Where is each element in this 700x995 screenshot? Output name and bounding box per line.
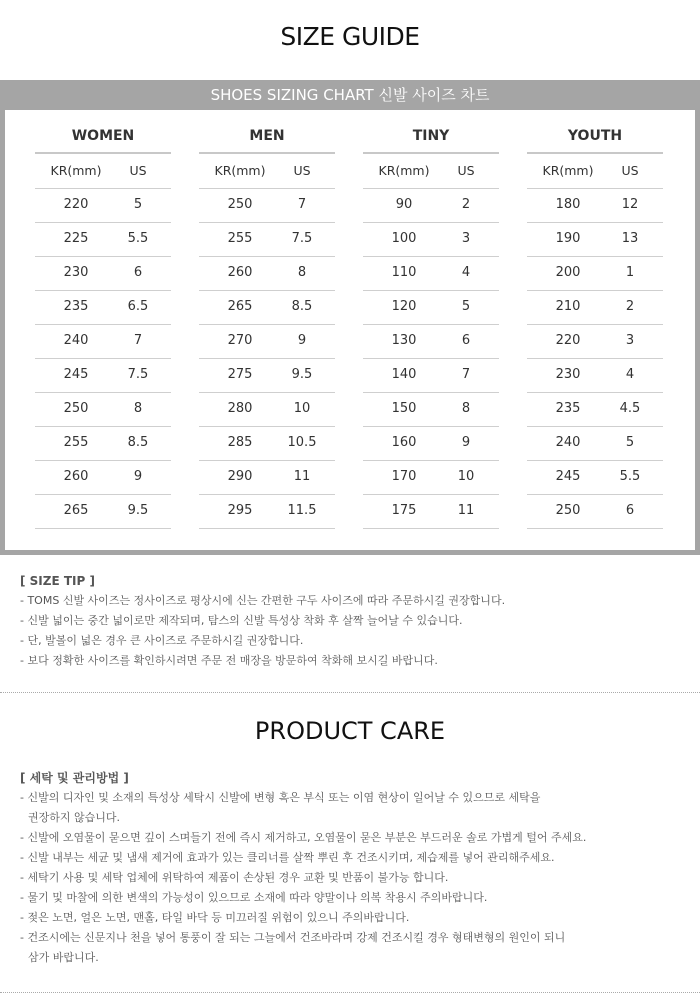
size-row [35, 359, 171, 393]
kr-size-cell: 260 [63, 469, 89, 484]
size-tip-title: [ SIZE TIP ] [20, 574, 95, 588]
us-size-cell: 5 [625, 435, 635, 450]
us-size-cell: 7 [461, 367, 471, 382]
size-row [35, 257, 171, 291]
size-row [199, 291, 335, 325]
care-item-line: - 세탁기 사용 및 세탁 업체에 위탁하여 제품이 손상된 경우 교환 및 반품이 불가능 합니다. [20, 871, 449, 884]
care-item-line: - 물기 및 마찰에 의한 변색의 가능성이 있으므로 소재에 따라 양말이나 의복 착용시 주의바랍니다. [20, 891, 488, 904]
kr-size-cell: 265 [227, 299, 253, 314]
page-title: SIZE GUIDE [280, 22, 420, 51]
column-header-row [35, 155, 171, 189]
kr-size-cell: 250 [555, 503, 581, 518]
size-row [199, 257, 335, 291]
group-top-rule [199, 152, 335, 154]
size-row [363, 359, 499, 393]
us-size-cell: 6 [461, 333, 471, 348]
care-item-line: - 신발 내부는 세균 및 냄새 제거에 효과가 있는 클리너를 살짝 뿌린 후 건조시키며, 제습제를 넣어 관리해주세요. [20, 851, 555, 864]
care-item-line: - 신발의 디자인 및 소재의 특성상 세탁시 신발에 변형 혹은 부식 또는 이염 현상이 일어날 수 있으므로 세탁을 [20, 791, 541, 804]
us-size-cell: 3 [461, 231, 471, 246]
us-size-cell: 9.5 [127, 503, 149, 518]
us-size-cell: 7.5 [291, 231, 313, 246]
size-row [199, 495, 335, 529]
us-size-cell: 8 [297, 265, 307, 280]
care-item [20, 868, 690, 888]
us-size-cell: 9 [297, 333, 307, 348]
us-size-cell: 7 [297, 197, 307, 212]
size-row [363, 291, 499, 325]
size-tip-item: - TOMS 신발 사이즈는 정사이즈로 평상시에 신는 간편한 구두 사이즈에 따라 주문하시길 권장합니다. [20, 594, 506, 607]
size-row [527, 291, 663, 325]
us-size-cell: 4 [625, 367, 635, 382]
kr-size-cell: 230 [63, 265, 89, 280]
kr-size-cell: 255 [63, 435, 89, 450]
care-item [20, 788, 690, 828]
kr-size-cell: 220 [555, 333, 581, 348]
care-item-continuation: 권장하지 않습니다. [28, 811, 121, 824]
kr-size-cell: 235 [555, 401, 581, 416]
kr-size-cell: 290 [227, 469, 253, 484]
size-row [363, 257, 499, 291]
us-size-cell: 9 [133, 469, 143, 484]
kr-size-cell: 250 [227, 197, 253, 212]
us-size-cell: 1 [625, 265, 635, 280]
us-size-cell: 9 [461, 435, 471, 450]
product-care-title: PRODUCT CARE [254, 717, 446, 745]
kr-size-cell: 255 [227, 231, 253, 246]
care-item-line: - 젖은 노면, 얼은 노면, 맨홀, 타일 바닥 등 미끄러질 위험이 있으니 주의바랍니다. [20, 911, 410, 924]
kr-size-cell: 245 [63, 367, 89, 382]
group-title: TINY [412, 128, 450, 144]
kr-size-cell: 190 [555, 231, 581, 246]
care-subtitle: [ 세탁 및 관리방법 ] [20, 771, 129, 785]
size-row [527, 359, 663, 393]
us-size-cell: 3 [625, 333, 635, 348]
size-tip-item: - 보다 정확한 사이즈를 확인하시려면 주문 전 매장을 방문하여 착화해 보시길 바랍니다. [20, 654, 438, 667]
kr-size-cell: 90 [395, 197, 413, 212]
column-header-kr: KR(mm) [542, 163, 594, 178]
kr-size-cell: 180 [555, 197, 581, 212]
column-header-row [363, 155, 499, 189]
kr-size-cell: 100 [391, 231, 417, 246]
us-size-cell: 8.5 [291, 299, 313, 314]
care-item-line: - 신발에 오염물이 묻으면 깊이 스며들기 전에 즉시 제거하고, 오염물이 묻은 부분은 부드러운 솔로 가볍게 털어 주세요. [20, 831, 587, 844]
size-row [199, 223, 335, 257]
size-row [35, 223, 171, 257]
group-top-rule [363, 152, 499, 154]
us-size-cell: 5 [461, 299, 471, 314]
us-size-cell: 6 [625, 503, 635, 518]
kr-size-cell: 140 [391, 367, 417, 382]
kr-size-cell: 160 [391, 435, 417, 450]
kr-size-cell: 295 [227, 503, 253, 518]
care-item [20, 888, 690, 908]
size-row [363, 223, 499, 257]
kr-size-cell: 285 [227, 435, 253, 450]
column-header-us: US [457, 163, 475, 178]
group-title: YOUTH [567, 128, 623, 144]
us-size-cell: 2 [461, 197, 471, 212]
kr-size-cell: 150 [391, 401, 417, 416]
care-item-continuation: 삼가 바랍니다. [28, 951, 99, 964]
us-size-cell: 8 [461, 401, 471, 416]
us-size-cell: 12 [621, 197, 639, 212]
us-size-cell: 2 [625, 299, 635, 314]
size-row [35, 189, 171, 223]
kr-size-cell: 260 [227, 265, 253, 280]
size-row [527, 461, 663, 495]
size-row [199, 427, 335, 461]
group-top-rule [527, 152, 663, 154]
size-row [199, 393, 335, 427]
us-size-cell: 5.5 [619, 469, 641, 484]
us-size-cell: 6.5 [127, 299, 149, 314]
shoe-size-chart [0, 80, 700, 555]
size-tip-item: - 신발 넓이는 중간 넓이로만 제작되며, 탐스의 신발 특성상 착화 후 살짝 늘어날 수 있습니다. [20, 614, 463, 627]
size-row [35, 427, 171, 461]
kr-size-cell: 120 [391, 299, 417, 314]
size-row [35, 461, 171, 495]
kr-size-cell: 270 [227, 333, 253, 348]
kr-size-cell: 110 [391, 265, 417, 280]
column-header-us: US [621, 163, 639, 178]
kr-size-cell: 130 [391, 333, 417, 348]
kr-size-cell: 275 [227, 367, 253, 382]
column-header-us: US [129, 163, 147, 178]
size-tip-section [20, 571, 690, 671]
kr-size-cell: 235 [63, 299, 89, 314]
kr-size-cell: 265 [63, 503, 89, 518]
us-size-cell: 4 [461, 265, 471, 280]
us-size-cell: 9.5 [291, 367, 313, 382]
kr-size-cell: 230 [555, 367, 581, 382]
us-size-cell: 8.5 [127, 435, 149, 450]
chart-header: SHOES SIZING CHART 신발 사이즈 차트 [210, 86, 490, 104]
size-row [527, 223, 663, 257]
us-size-cell: 11 [457, 503, 475, 518]
kr-size-cell: 240 [555, 435, 581, 450]
size-row [527, 189, 663, 223]
size-row [35, 495, 171, 529]
group-title: MEN [249, 128, 285, 144]
column-header-kr: KR(mm) [214, 163, 266, 178]
size-row [527, 257, 663, 291]
us-size-cell: 7 [133, 333, 143, 348]
chart-body [5, 110, 695, 550]
kr-size-cell: 250 [63, 401, 89, 416]
care-item [20, 928, 690, 968]
kr-size-cell: 220 [63, 197, 89, 212]
size-row [363, 325, 499, 359]
size-row [363, 393, 499, 427]
size-row [35, 291, 171, 325]
size-row [527, 325, 663, 359]
size-row [363, 189, 499, 223]
size-row [527, 427, 663, 461]
column-header-kr: KR(mm) [50, 163, 102, 178]
us-size-cell: 5 [133, 197, 143, 212]
product-care-section [20, 768, 690, 968]
size-tip-item: - 단, 발볼이 넓은 경우 큰 사이즈로 주문하시길 권장합니다. [20, 634, 304, 647]
size-row [363, 495, 499, 529]
care-item-line: - 건조시에는 신문지나 천을 넣어 통풍이 잘 되는 그늘에서 건조바라며 강제 건조시킬 경우 형태변형의 원인이 되니 [20, 931, 566, 944]
size-row [199, 325, 335, 359]
size-row [35, 393, 171, 427]
size-row [363, 461, 499, 495]
us-size-cell: 6 [133, 265, 143, 280]
us-size-cell: 11 [293, 469, 311, 484]
size-row [527, 495, 663, 529]
size-row [35, 325, 171, 359]
us-size-cell: 13 [621, 231, 639, 246]
kr-size-cell: 280 [227, 401, 253, 416]
column-header-row [527, 155, 663, 189]
kr-size-cell: 245 [555, 469, 581, 484]
us-size-cell: 11.5 [287, 503, 317, 518]
group-title: WOMEN [71, 128, 135, 144]
us-size-cell: 8 [133, 401, 143, 416]
size-row [363, 427, 499, 461]
kr-size-cell: 200 [555, 265, 581, 280]
group-top-rule [35, 152, 171, 154]
us-size-cell: 10 [293, 401, 311, 416]
size-row [199, 359, 335, 393]
size-row [199, 461, 335, 495]
us-size-cell: 5.5 [127, 231, 149, 246]
size-row [199, 189, 335, 223]
care-item [20, 848, 690, 868]
size-row [527, 393, 663, 427]
kr-size-cell: 210 [555, 299, 581, 314]
us-size-cell: 10 [457, 469, 475, 484]
column-header-us: US [293, 163, 311, 178]
us-size-cell: 4.5 [619, 401, 641, 416]
us-size-cell: 10.5 [287, 435, 317, 450]
care-item [20, 908, 690, 928]
column-header-kr: KR(mm) [378, 163, 430, 178]
column-header-row [199, 155, 335, 189]
kr-size-cell: 175 [391, 503, 417, 518]
section-divider [0, 692, 700, 693]
kr-size-cell: 240 [63, 333, 89, 348]
kr-size-cell: 225 [63, 231, 89, 246]
us-size-cell: 7.5 [127, 367, 149, 382]
section-divider [0, 992, 700, 993]
care-item [20, 828, 690, 848]
kr-size-cell: 170 [391, 469, 417, 484]
